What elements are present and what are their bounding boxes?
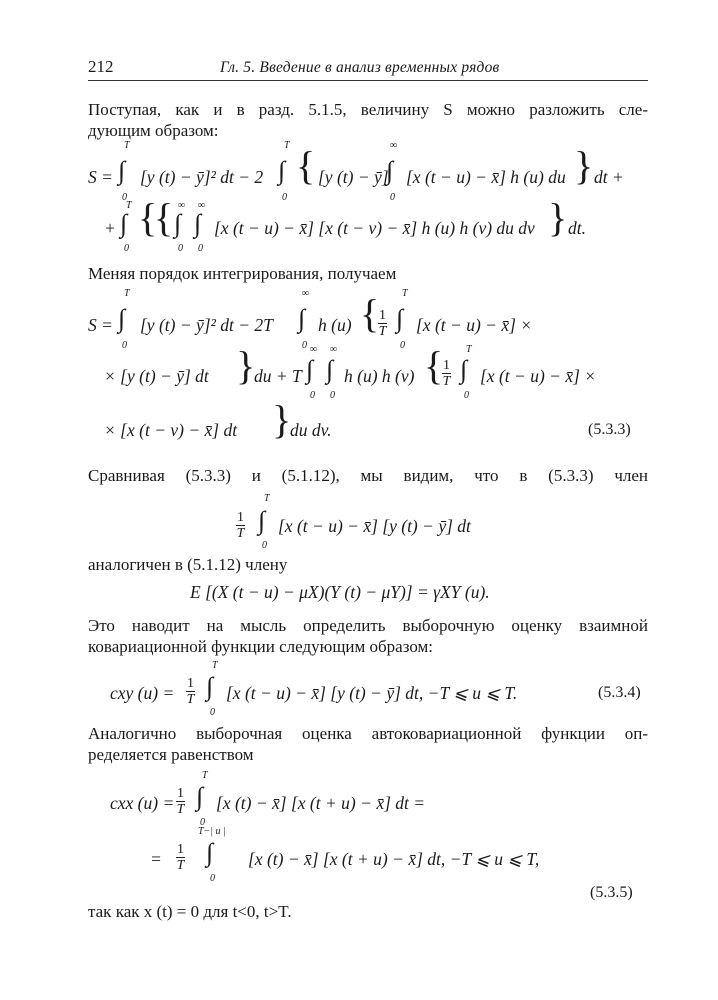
eq1-line1-term3: [x (t − u) − x̄] h (u) du — [406, 167, 566, 187]
eq1-int6-sign: ∫ — [194, 209, 202, 238]
paragraph-5 — [88, 615, 648, 657]
eq1-brace-close: } — [574, 143, 594, 188]
eq5-fraction — [186, 676, 195, 707]
eq2-line1-term2: h (u) — [318, 315, 352, 335]
eq2-line2-term1: × [y (t) − ȳ] dt — [104, 366, 209, 386]
eq1-int5-lower: 0 — [178, 243, 183, 254]
page-header — [88, 57, 648, 79]
eq6-fraction-1 — [176, 786, 185, 817]
paragraph-5-line-1: Это наводит на мысль определить выборочную оценку взаимной — [88, 616, 648, 635]
eq1-int3-sign: ∫ — [386, 156, 394, 185]
running-title: Гл. 5. Введение в анализ временных рядов — [220, 59, 500, 76]
eq6-frac2-num: 1 — [177, 842, 184, 857]
eq3-fraction — [236, 510, 245, 541]
eq1-line2-term: [x (t − u) − x̄] [x (t − v) − x̄] h (u) h (v) du dv — [214, 218, 535, 238]
eq1-int2-upper: T — [284, 140, 290, 151]
eq1-int4-upper: T — [126, 200, 132, 211]
eq6-int1-upper: T — [202, 770, 208, 781]
eq6-int1-lower: 0 — [200, 817, 205, 828]
eq2-int6-sign: ∫ — [460, 355, 468, 384]
paragraph-5-line-2: ковариационной функции следующим образом: — [88, 637, 433, 656]
eq1-brace2-close: } — [548, 195, 568, 240]
eq2-fraction-1 — [378, 308, 387, 339]
eq1-line1-term2: [y (t) − ȳ] — [318, 167, 389, 187]
eq2-brace2-close: } — [272, 397, 292, 442]
paragraph-1-line-2: дующим образом: — [88, 121, 219, 140]
eq1-int5-upper: ∞ — [178, 200, 186, 211]
paragraph-3-line: Сравнивая (5.3.3) и (5.1.12), мы видим, что в (5.3.3) член — [88, 466, 648, 485]
eq1-line1-dt: dt + — [594, 167, 624, 187]
eq6-line1-lhs: cxx (u) = — [110, 793, 175, 813]
eq3-term: [x (t − u) − x̄] [y (t) − ȳ] dt — [278, 516, 471, 536]
eq6-frac1-den: T — [176, 802, 185, 817]
eq3-int-upper: T — [264, 493, 270, 504]
paragraph-2-line: Меняя порядок интегрирования, получаем — [88, 264, 397, 283]
eq2-frac2-den: T — [442, 374, 451, 389]
eq1-line2-dt: dt. — [568, 218, 586, 238]
eq2-line2-term2: du + T — [254, 366, 302, 386]
eq2-int6-upper: T — [466, 344, 472, 355]
eq1-int6-upper: ∞ — [198, 200, 206, 211]
eq2-int4-upper: ∞ — [310, 344, 318, 355]
equation-number-5-3-5: (5.3.5) — [590, 884, 633, 901]
eq6-int2-upper: T−| u | — [198, 826, 226, 837]
eq3-frac-num: 1 — [237, 510, 244, 525]
header-rule — [88, 80, 648, 81]
paragraph-1 — [88, 99, 648, 141]
paragraph-7 — [88, 901, 648, 922]
eq2-fraction-2 — [442, 358, 451, 389]
eq1-int1-upper: T — [124, 140, 130, 151]
eq1-int4-sign: ∫ — [120, 209, 128, 238]
eq2-brace1-close: } — [236, 343, 256, 388]
eq2-int6-lower: 0 — [464, 390, 469, 401]
eq1-int2-lower: 0 — [282, 192, 287, 203]
eq1-int3-lower: 0 — [390, 192, 395, 203]
eq1-int1-sign: ∫ — [118, 156, 126, 185]
eq6-int2-lower: 0 — [210, 873, 215, 884]
eq5-rhs: [x (t − u) − x̄] [y (t) − ȳ] dt, −T ⩽ u ⩽ T. — [226, 683, 518, 703]
eq2-frac2-num: 1 — [443, 358, 450, 373]
paragraph-4 — [88, 554, 648, 575]
paragraph-3 — [88, 465, 648, 486]
eq5-int-upper: T — [212, 660, 218, 671]
eq2-int2-upper: ∞ — [302, 288, 310, 299]
paragraph-4-line: аналогичен в (5.1.12) члену — [88, 555, 288, 574]
eq1-brace2-open: { — [138, 195, 158, 240]
eq2-frac1-num: 1 — [379, 308, 386, 323]
equation-number-5-3-3: (5.3.3) — [588, 421, 631, 438]
eq5-frac-num: 1 — [187, 676, 194, 691]
equation-number-5-3-4: (5.3.4) — [598, 684, 641, 701]
eq3-int-lower: 0 — [262, 540, 267, 551]
eq2-brace2-open: { — [424, 343, 444, 388]
eq2-int4-sign: ∫ — [306, 355, 314, 384]
eq2-int4-lower: 0 — [310, 390, 315, 401]
eq5-frac-den: T — [186, 692, 195, 707]
eq3-int-sign: ∫ — [258, 506, 266, 535]
paragraph-7-line: так как x (t) = 0 для t<0, t>T. — [88, 902, 292, 921]
eq6-frac2-den: T — [176, 858, 185, 873]
eq5-int-lower: 0 — [210, 707, 215, 718]
eq2-int5-upper: ∞ — [330, 344, 338, 355]
paragraph-1-line-1: Поступая, как и в разд. 5.1.5, величину S можно разложить сле- — [88, 100, 648, 119]
eq2-line3-term1: × [x (t − v) − x̄] dt — [104, 420, 238, 440]
eq2-line1-s: S = — [88, 315, 113, 335]
eq5-lhs: cxy (u) = — [110, 683, 175, 703]
eq1-int1-lower: 0 — [122, 192, 127, 203]
eq1-line1-s: S = — [88, 167, 113, 187]
eq2-int3-sign: ∫ — [396, 304, 404, 333]
eq1-int6-lower: 0 — [198, 243, 203, 254]
eq6-int1-sign: ∫ — [196, 782, 204, 811]
eq2-int1-lower: 0 — [122, 340, 127, 351]
eq1-int4-lower: 0 — [124, 243, 129, 254]
paragraph-2 — [88, 263, 648, 284]
eq2-line2-term3: h (u) h (v) — [344, 366, 415, 386]
eq2-line3-term2: du dv. — [290, 420, 332, 440]
page-number: 212 — [88, 57, 114, 76]
eq2-int3-upper: T — [402, 288, 408, 299]
eq3-frac-den: T — [236, 526, 245, 541]
eq2-int1-upper: T — [124, 288, 130, 299]
eq2-int1-sign: ∫ — [118, 304, 126, 333]
equation-4: E [(X (t − u) − μX)(Y (t) − μY)] = γXY (u). — [190, 582, 490, 602]
eq1-int2-sign: ∫ — [278, 156, 286, 185]
eq1-line1-term1: [y (t) − ȳ]² dt − 2 — [140, 167, 264, 187]
eq6-frac1-num: 1 — [177, 786, 184, 801]
eq2-frac1-den: T — [378, 324, 387, 339]
paragraph-6 — [88, 723, 648, 765]
eq1-int5-sign: ∫ — [174, 209, 182, 238]
eq1-line2-plus: + — [104, 218, 116, 238]
eq2-int2-lower: 0 — [302, 340, 307, 351]
eq2-brace1-open: { — [360, 291, 380, 336]
eq6-line2-rhs: [x (t) − x̄] [x (t + u) − x̄] dt, −T ⩽ u ⩽ T, — [248, 849, 540, 869]
eq6-int2-sign: ∫ — [206, 838, 214, 867]
eq1-brace3-open: { — [154, 195, 174, 240]
eq1-int3-upper: ∞ — [390, 140, 398, 151]
eq2-int5-lower: 0 — [330, 390, 335, 401]
eq2-line1-term1: [y (t) − ȳ]² dt − 2T — [140, 315, 273, 335]
eq2-int5-sign: ∫ — [326, 355, 334, 384]
eq2-line2-term4: [x (t − u) − x̄] × — [480, 366, 597, 386]
eq6-line2-eq: = — [150, 849, 162, 869]
eq6-line1-rhs: [x (t) − x̄] [x (t + u) − x̄] dt = — [216, 793, 426, 813]
eq2-line1-term3: [x (t − u) − x̄] × — [416, 315, 533, 335]
eq2-int3-lower: 0 — [400, 340, 405, 351]
eq6-fraction-2 — [176, 842, 185, 873]
eq5-int-sign: ∫ — [206, 672, 214, 701]
eq1-brace-open: { — [296, 143, 316, 188]
paragraph-6-line-2: ределяется равенством — [88, 745, 254, 764]
paragraph-6-line-1: Аналогично выборочная оценка автоковариационной функции оп- — [88, 724, 648, 743]
eq2-int2-sign: ∫ — [298, 304, 306, 333]
